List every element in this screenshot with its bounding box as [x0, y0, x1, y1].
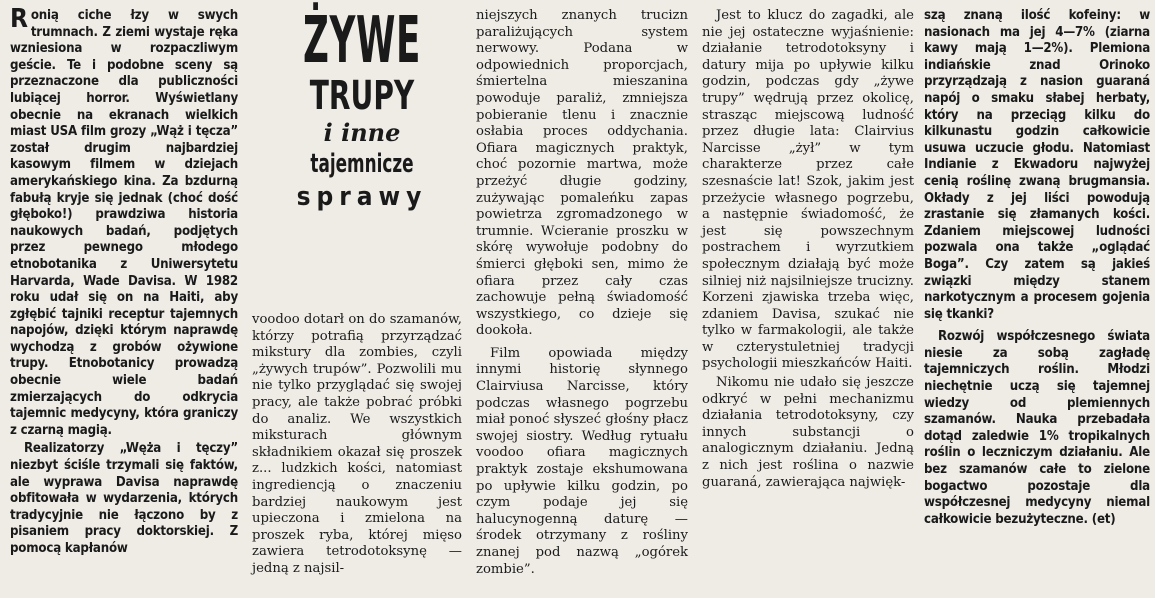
article-column-1: [10, 4, 238, 558]
paragraph: Nikomu nie udało się jeszcze odkryć w pełni mechanizmu działania tetrodotoksyny, czy innych substancji o analogicznym działaniu. Jedną z nich jest roślina o nazwie guaraná, zawierająca najwięk-: [702, 375, 914, 490]
paragraph-text: onią ciche łzy w swych trumnach. Z ziemi wystaje ręka wzniesiona w rozpaczliwym geście. Te i podobne sceny są przeznaczone dla publiczności lubiącej horror. Wyświetlany obecnie na ekranach wielkich miast USA film grozy „Wąż i tęcza” został drugim najbardziej kasowym filmem w dziejach amerykańskiego kina. Za bzdurną fabułą kryje się jednak (choć dość głęboko!) prawdziwa historia naukowych badań, podjętych przez pewnego młodego etnobotanika z Uniwersytetu Harvarda, Wade Davisa. W 1982 roku udał się on na Haiti, aby zgłębić tajniki receptur tajemnych napojów, dzięki którym naprawdę wychodzą z grobów ożywione trupy. Etnobotanicy prowadzą obecnie wiele badań zmierzających do odkrycia tajemnic medycyny, która graniczy z czarną magią.: [10, 8, 238, 438]
article-column-3: [476, 8, 688, 578]
article-column-5: [924, 8, 1150, 528]
paragraph: Film opowiada między innymi historię słynnego Clairviusa Narcisse, który podczas własnego pogrzebu miał ponoć słyszeć głośny płacz swojej siostry. Według rytuału voodoo ofiara magicznych praktyk zostaje ekshumowana po upływie kilku godzin, po czym podaje jej się halucynogenną daturę — środek otrzymany z rośliny znanej pod nazwą „ogórek zombie”.: [476, 345, 688, 577]
paragraph: Jest to klucz do zagadki, ale nie jej ostateczne wyjaśnienie: działanie tetrodotoksyny i datury mija po upływie kilku godzin, podczas gdy „żywe trupy” wędrują przez okolicę, strasząc miejscową ludność przez długie lata: Clairvius Narcisse „żył” w tym charakterze przez całe szesnaście lat! Szok, jakim jest przeżycie własnego pogrzebu, a następnie świadomość, że jest się powszechnym postrachem i wyrzutkiem społecznym działają być może silniej niż najsilniejsze trucizny. Korzeni zjawiska trzeba więc, zdaniem Davisa, szukać nie tylko w farmakologii, ale także w czterystuletniej tradycji psychologii mieszkańców Haiti.: [702, 8, 914, 372]
headline-line-2: TRUPY: [309, 73, 415, 119]
article-headline: [262, 4, 462, 214]
headline-line-5: sprawy: [296, 182, 428, 212]
paragraph: Rozwój współczesnego świata niesie za sobą zagładę tajemniczych roślin. Młodzi niechętnie uczą się tajemnej wiedzy od plemiennych szamanów. Nauka przebadała dotąd zaledwie 1% tropikalnych roślin o leczniczym działaniu. Ale bez szamanów całe to zielone bogactwo pozostaje dla współczesnej medycyny niemal całkowicie bezużyteczne. (et): [924, 329, 1150, 527]
article-column-2: [252, 312, 462, 578]
paragraph: szą znaną ilość kofeiny: w nasionach ma jej 4—7% (ziarna kawy mają 1—2%). Plemiona indiańskie znad Orinoko przyrządzają z nasion guaraná napój o smaku słabej herbaty, który na przeciąg kilku do kilkunastu godzin całkowicie usuwa uczucie głodu. Natomiast Indianie z Ekwadoru najwyżej cenią roślinę zwaną brugmansia. Okłady z jej liści powodują zrastanie się złamanych kości. Zdaniem miejscowej ludności pozwala ona także „oglądać Boga”. Czy zatem są jakieś związki między stanem narkotycznym a procesem gojenia się tkanki?: [924, 8, 1150, 322]
paragraph: Realizatorzy „Węża i tęczy” niezbyt ściśle trzymali się faktów, ale wyprawa Davisa naprawdę obfitowała w wydarzenia, których tradycyjnie nie łączono by z pisaniem pracy doktorskiej. Z pomocą kapłanów: [10, 441, 238, 556]
paragraph: niejszych znanych trucizn paraliżujących system nerwowy. Podana w odpowiednich proporcjach, śmiertelna mieszanina powoduje paraliż, zmniejsza pobieranie tlenu i znacznie osłabia proces oddychania. Ofiara magicznych praktyk, choć pozornie martwa, może przeżyć długie godziny, zużywając pomaleńku zapas powietrza zgromadzonego w trumnie. Wcieranie proszku w skórę wywołuje podobny do śmierci głęboki sen, mimo że ofiara przez cały czas zachowuje pełną świadomość wszystkiego, co dzieje się dookoła.: [476, 8, 688, 339]
headline-line-4: tajemnicze: [310, 149, 414, 179]
paragraph: [10, 4, 238, 439]
drop-cap: R: [10, 4, 28, 34]
headline-line-3: i inne: [323, 118, 401, 147]
paragraph: voodoo dotarł on do szamanów, którzy potrafią przyrządzać mikstury dla zombies, czyli „żywych trupów”. Pozwolili mu nie tylko przyglądać się swojej pracy, ale także pobrać próbki do analiz. We wszystkich miksturach głównym składnikiem okazał się proszek z... ludzkich kości, natomiast ingrediencją o znaczeniu bardziej naukowym jest upieczona i zmielona na proszek ryba, której mięso zawiera tetrodotoksynę — jedną z najsil-: [252, 312, 462, 576]
headline-line-1: ŻYWE: [303, 4, 421, 78]
article-column-4: [702, 8, 914, 491]
